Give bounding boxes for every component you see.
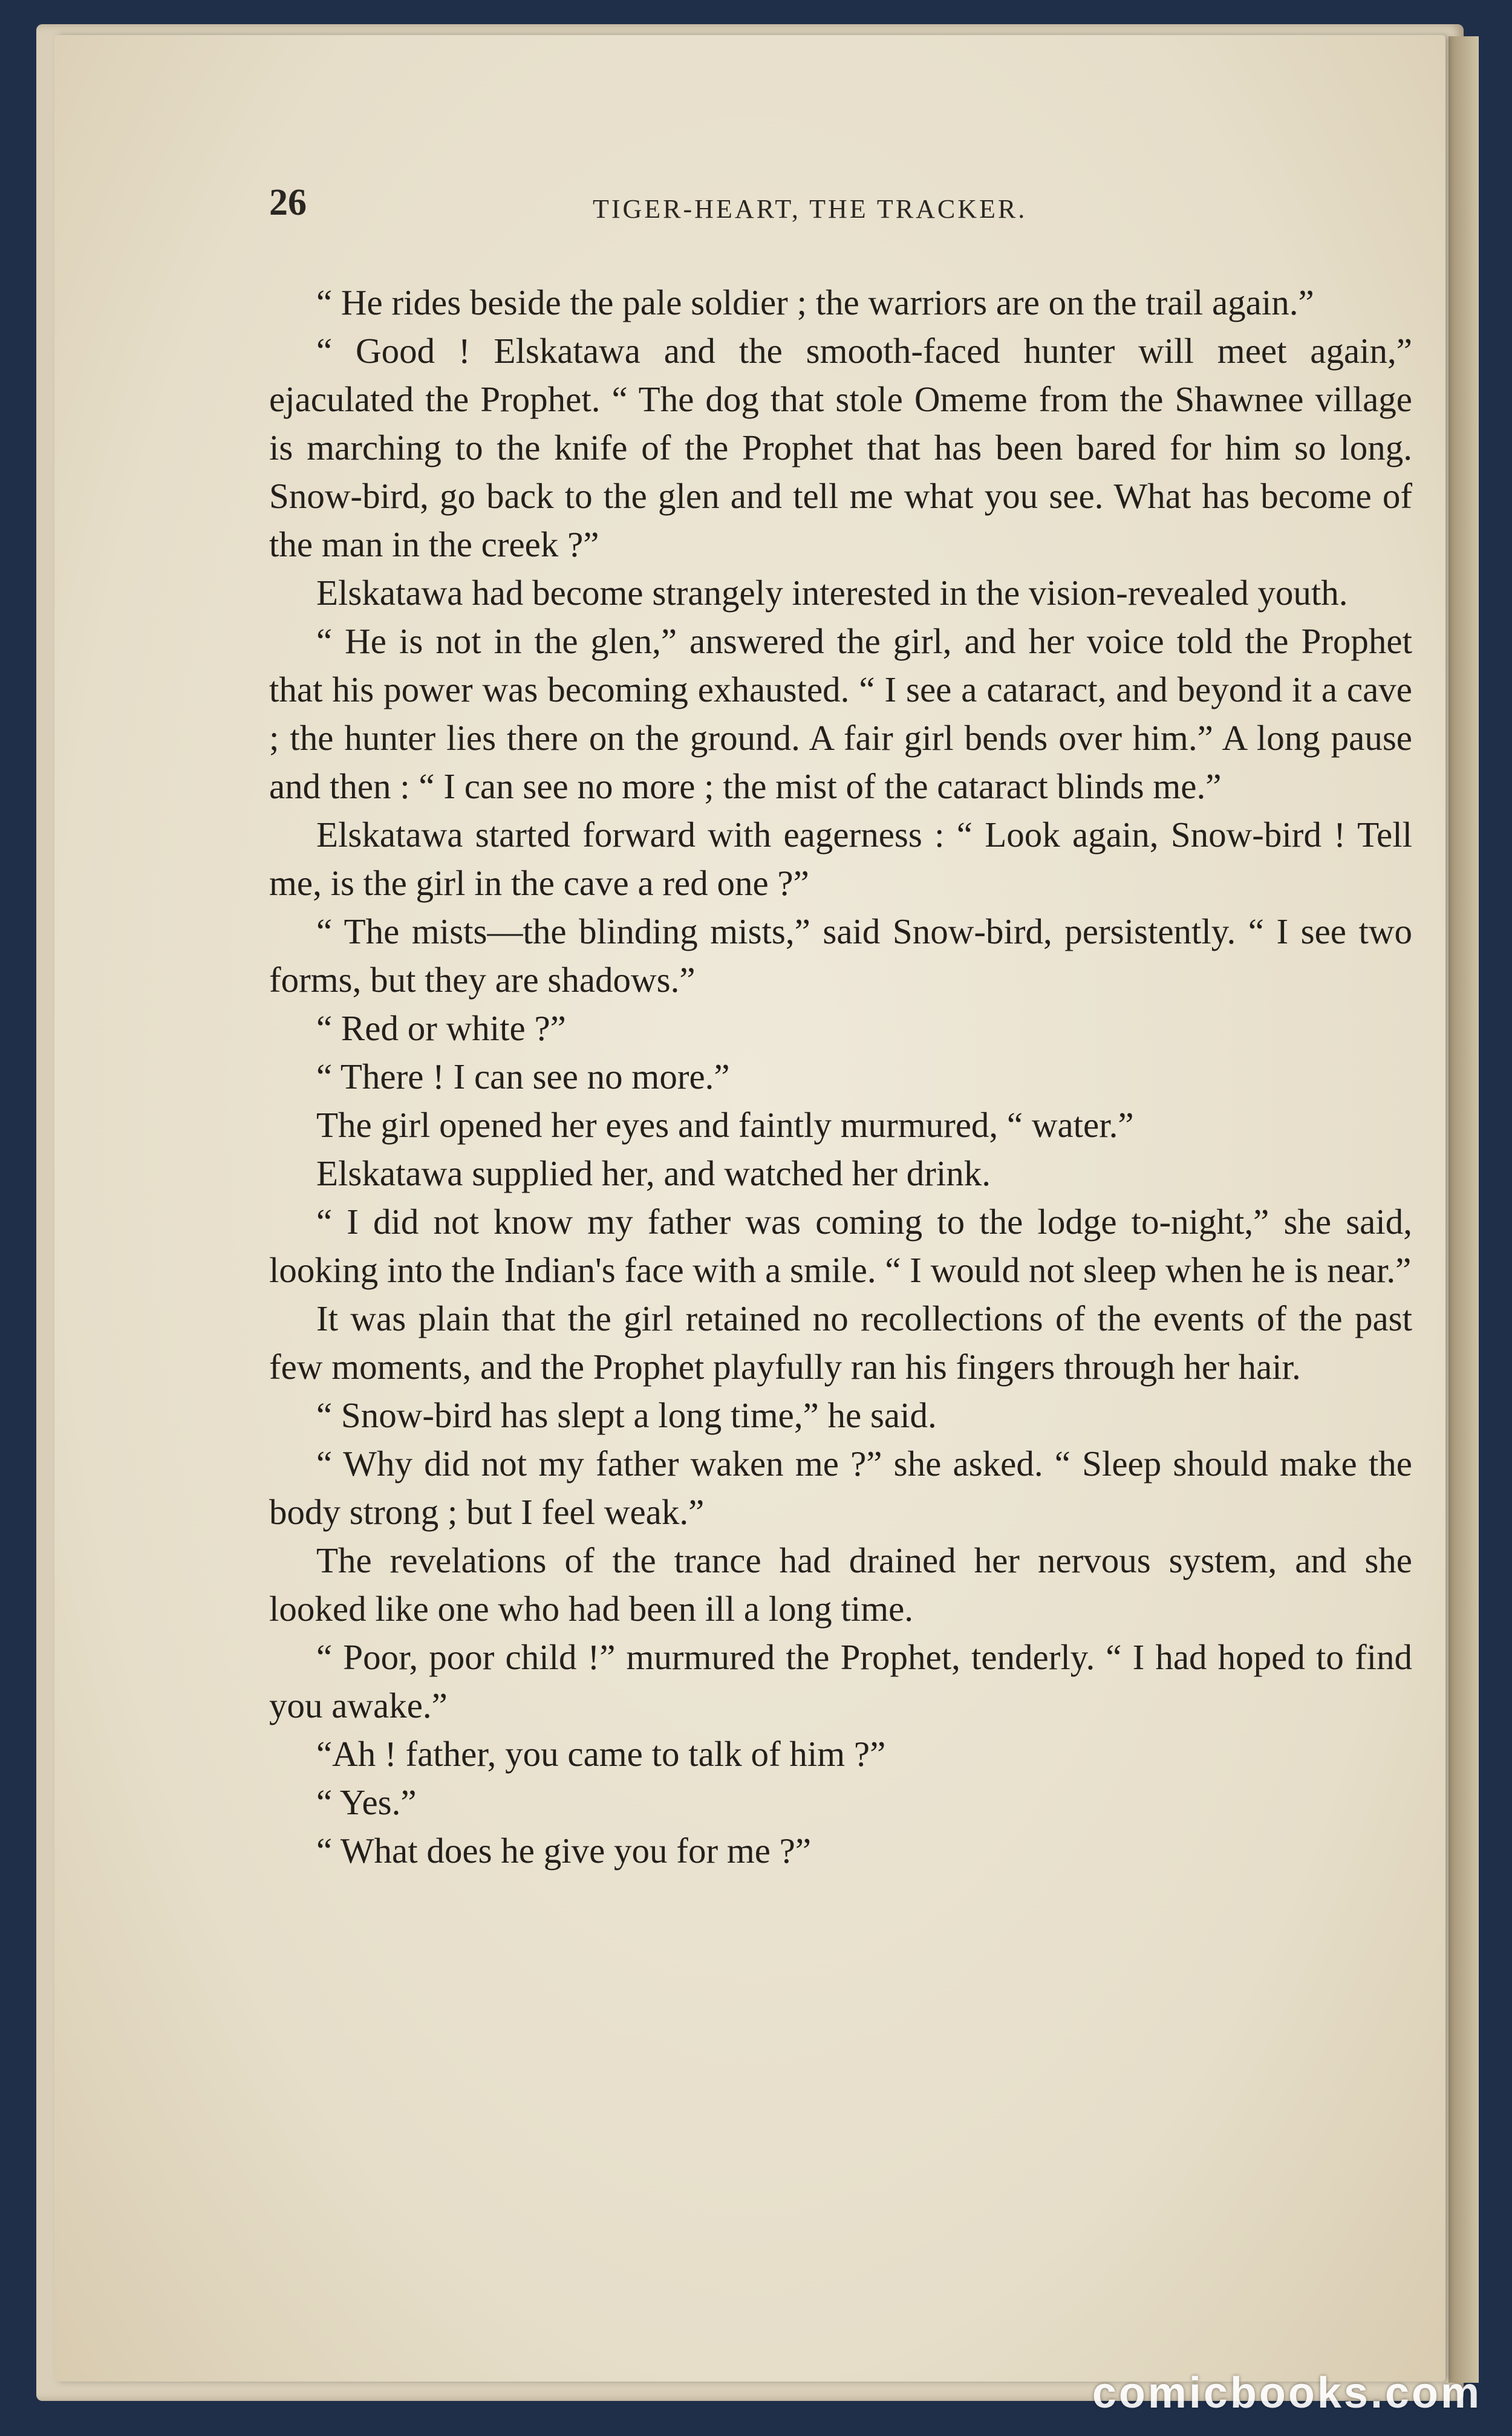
page-header bbox=[0, 181, 1512, 230]
paragraph: The girl opened her eyes and faintly murmured, “ water.” bbox=[316, 1105, 1134, 1145]
paragraph: “ He is not in the glen,” answered the girl, and her voice told the Prophet that his power was becoming exhausted. “ I see a cataract, and beyond it a cave ; the hunter lies there on the ground. A fair girl bends over him.” A long pause and then : “ I can see no more ; the mist of the cataract blinds me.” bbox=[269, 621, 1412, 806]
paragraph: “ Why did not my father waken me ?” she asked. “ Sleep should make the body strong ; but I feel weak.” bbox=[269, 1444, 1412, 1532]
paragraph: Elskatawa started forward with eagerness : “ Look again, Snow-bird ! Tell me, is the girl in the cave a red one ?” bbox=[269, 815, 1412, 903]
paragraph: It was plain that the girl retained no recollections of the events of the past few moments, and the Prophet playfully ran his fingers through her hair. bbox=[269, 1298, 1412, 1387]
paragraph: The revelations of the trance had drained her nervous system, and she looked like one who had been ill a long time. bbox=[269, 1540, 1412, 1629]
paragraph: “ I did not know my father was coming to the lodge to-night,” she said, looking into the Indian's face with a smile. “ I would not sleep when he is near.” bbox=[269, 1202, 1412, 1290]
paragraph: “ He rides beside the pale soldier ; the warriors are on the trail again.” bbox=[316, 282, 1314, 322]
body-text bbox=[269, 278, 1412, 1875]
book-gutter bbox=[1448, 36, 1479, 2383]
page-number: 26 bbox=[269, 182, 307, 223]
watermark: comicbooks.com bbox=[1092, 2369, 1482, 2417]
paragraph: “ There ! I can see no more.” bbox=[316, 1057, 730, 1096]
paragraph: Elskatawa supplied her, and watched her drink. bbox=[316, 1153, 991, 1193]
paragraph: “ The mists—the blinding mists,” said Snow-bird, persistently. “ I see two forms, but they are shadows.” bbox=[269, 911, 1412, 1000]
paragraph: Elskatawa had become strangely interested in the vision-revealed youth. bbox=[316, 573, 1348, 613]
paragraph: “ Yes.” bbox=[316, 1782, 417, 1822]
paragraph: “ Poor, poor child !” murmured the Prophet, tenderly. “ I had hoped to find you awake.” bbox=[269, 1637, 1412, 1725]
paragraph: “ Good ! Elskatawa and the smooth-faced hunter will meet again,” ejaculated the Prophet. “ The dog that stole Omeme from the Shawnee village is marching to the knife of the Prophet that has been bared for him so long. Snow-bird, go back to the glen and tell me what you see. What has become of the man in the creek ?” bbox=[269, 331, 1412, 564]
paragraph: “ Snow-bird has slept a long time,” he said. bbox=[316, 1395, 937, 1435]
paragraph: “Ah ! father, you came to talk of him ?” bbox=[316, 1734, 886, 1774]
paragraph: “ Red or white ?” bbox=[316, 1008, 566, 1048]
running-head: TIGER-HEART, THE TRACKER. bbox=[593, 194, 1028, 224]
paragraph: “ What does he give you for me ?” bbox=[316, 1831, 812, 1871]
